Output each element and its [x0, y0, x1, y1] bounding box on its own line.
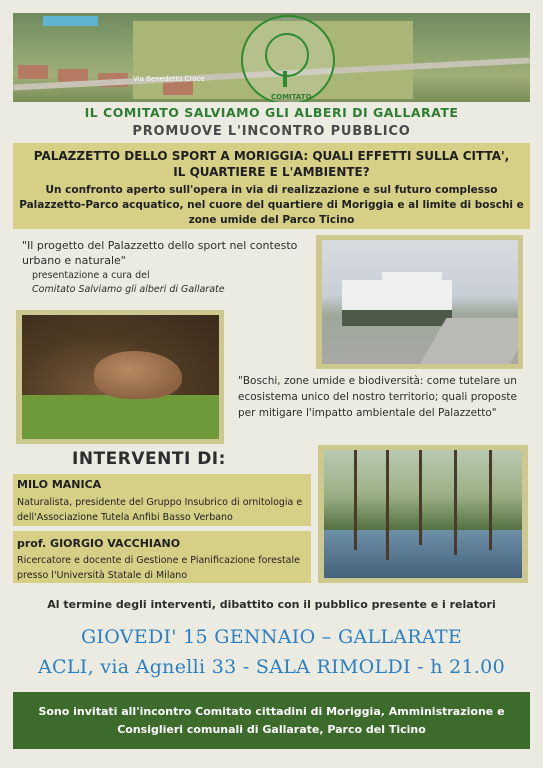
speaker-name: prof. GIORGIO VACCHIANO	[17, 537, 181, 550]
speakers-heading: INTERVENTI DI:	[72, 449, 226, 469]
speaker-name: MILO MANICA	[17, 478, 102, 491]
main-description: Un confronto aperto sull'opera in via di realizzazione e sul futuro complesso Palazzetto-Parco acquatico, nel cuore del quartiere di Moriggia e al limite di boschi e zone umide del Parco Ticino	[19, 184, 524, 226]
closing-note: Al termine degli interventi, dibattito con il pubblico presente e i relatori	[47, 598, 496, 611]
toad-photo	[22, 315, 219, 439]
invitees-text: Sono invitati all'incontro Comitato cittadini di Moriggia, Amministrazione e Consiglieri comunali di Gallarate, Parco del Ticino	[38, 705, 505, 736]
main-title-line1: PALAZZETTO DELLO SPORT A MORIGGIA: QUALI EFFETTI SULLA CITTA',	[33, 149, 510, 163]
main-title	[13, 148, 530, 180]
event-place: ACLI, via Agnelli 33 - SALA RIMOLDI - h 21.00	[38, 656, 505, 678]
logo-bottom-text: COMITATO	[271, 93, 312, 101]
organizer-heading: IL COMITATO SALVIAMO GLI ALBERI DI GALLARATE	[84, 105, 459, 120]
event-date: GIOVEDI' 15 GENNAIO – GALLARATE	[80, 626, 463, 648]
tree-icon	[265, 33, 309, 77]
main-title-line2: IL QUARTIERE E L'AMBIENTE?	[173, 165, 370, 179]
building-shape	[163, 81, 193, 95]
road-label: Via Benedetto Croce	[133, 75, 205, 83]
promotes-heading: PROMUOVE L'INCONTRO PUBBLICO	[132, 124, 411, 139]
talk1-presenter: Comitato Salviamo gli alberi di Gallarate	[32, 284, 225, 295]
wetland-forest-photo	[324, 450, 522, 578]
sports-hall-rendering-image	[322, 240, 518, 364]
building-shape	[18, 65, 48, 79]
pool-shape	[43, 16, 98, 26]
talk2-quote: "Boschi, zone umide e biodiversità: come tutelare un ecosistema unico del nostro territorio; quali proposte per mitigare l'impatto ambientale del Palazzetto"	[238, 375, 518, 419]
talk1-presented-by: presentazione a cura del	[32, 270, 150, 281]
speaker-role: Naturalista, presidente del Gruppo Insubrico di ornitologia e dell'Associazione Tutela Anfibi Basso Verbano	[17, 497, 303, 523]
talk1-quote: "Il progetto del Palazzetto dello sport nel contesto urbano e naturale"	[22, 239, 298, 267]
aerial-photo-banner	[13, 13, 530, 102]
tree-trunk-icon	[283, 71, 287, 87]
speaker-role: Ricercatore e docente di Gestione e Pianificazione forestale presso l'Università Statale di Milano	[17, 555, 300, 581]
